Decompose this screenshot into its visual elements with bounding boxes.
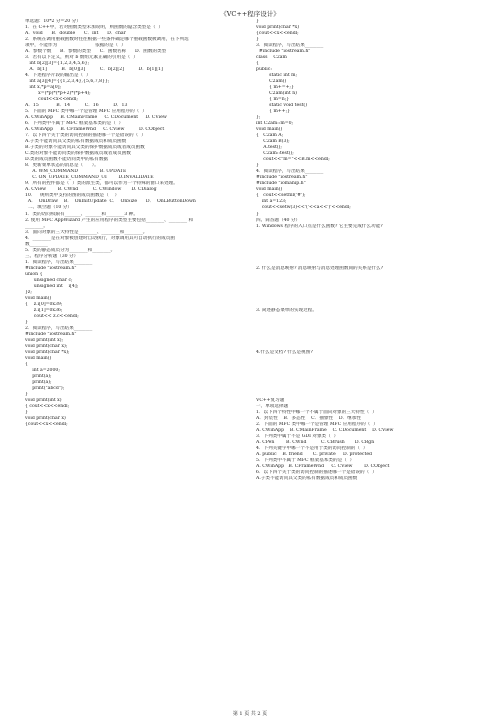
page-footer: 第 1 页 共 2 页 [232,711,268,717]
text-line: } [256,211,259,217]
page-title: 《VC++程序设计》 [220,10,280,18]
text-line: A. public B. friend C. private D. protected [256,452,372,458]
text-line: } [25,319,28,325]
text-line: { m=n;} [256,97,290,103]
text-line: A. CWinApp B. CFrameWnd C. CView D. CObject [256,464,390,470]
text-line: 4．阅读程序，写出结果________ [256,169,324,175]
text-line: A.子类不能访问其父类的私有数据成员和成员函数 [25,139,127,145]
text-line: 4．下列关键字中哪一个不是用于类的访问控制的（ ） [256,446,368,452]
text-line: 1．在 C++中，若对函数类型未加说明，则函数的隐含类型是（ ） [25,25,163,31]
text-line: union { [25,271,43,277]
text-line: 项中，不能作为 依据的是（ ） [25,43,126,49]
text-line: 1. Windows 程序的入口点是什么函数? 它主要完成什么功能? [256,223,383,229]
text-line: 一、单项选择题 [256,404,289,409]
text-line: ________。 [25,223,48,229]
right-column [256,19,481,482]
text-line: unsigned char c; [25,277,73,283]
text-line: 2．下面的 MFC 类中哪一个是管理 MFC 应用程序的（ ） [256,422,378,428]
text-line: void main() [25,355,52,361]
text-line: C2am::test(); [256,151,294,157]
text-line: unsigned int i[4]; [25,283,79,289]
text-line: D.类的成员函数不能访问类中的私有数据 [25,157,109,163]
text-line: 数________ [25,241,48,247]
text-line: 6．下列类中不属于 MFC 框架基本类的是（ ） [25,121,124,127]
text-line: A．b[1] B．b[0][3] C．b[2][2] D．b[1][1] [25,67,163,73]
text-line: 4．________是在对象被创建时自动执行，对象调用其可自动执行的成员函 [25,235,175,241]
text-line: C2am() [256,79,287,85]
text-line: 三、程序分析题（30 分） [25,253,79,259]
text-line: 8．更新菜单状态的消息是（ ）。 [25,163,99,169]
text-line: print(a); [25,379,52,385]
text-line: A. WM_COMMAND B. UPDATE [25,169,127,175]
text-line: 2. 使用 MFC AppWizard 产生的应用程序的类型主要包括________、________ 和 [25,217,194,223]
text-line: VC++复习题 [256,397,285,403]
text-line: 1．以下四个特性中哪一个不属于面向对象的三大特性（ ） [256,410,377,416]
text-line: C. ON_UPDATE_COMMAND_UI D.INVALIDATE [25,175,154,181]
text-line: C2am B(3); [256,139,290,145]
text-line: { cout<<x<<endl; [25,404,70,409]
text-line: z.i[1]=0x36; [25,307,63,313]
text-line: {cout<<x<<endl; [25,422,68,428]
text-line: 4．下述程序片段的输出是（ ） [25,73,91,79]
text-line: 四、简答题（40 分） [256,217,301,223]
text-line: 2．阅读程序，写出结果________ [25,325,93,331]
text-line: void print(int x) [25,397,62,403]
text-line: 二、填空题（10 分） [25,205,72,211]
text-line: void print(char *x); [25,349,70,355]
text-line: } [256,19,259,24]
text-line: B.子类的对象不能访问其父类的保护数据成员或者成员函数 [25,145,145,151]
text-line: { C2am A; [256,133,284,139]
text-line: int C2am::m=0; [256,121,294,127]
text-line: 1．类的访问权限有_______、_______和________3 种。 [25,211,138,217]
text-line: A．15 B．14 C．16 D．13 [25,103,128,109]
text-line: } [256,163,259,169]
text-line: int b[2][3]={1,2,3,4,5,6}; [25,61,90,67]
text-line: #include "iostream.h" [25,331,77,337]
text-line: 3．下列类中属于不是 GDI 对象类（ ） [256,434,339,440]
text-line: public: [256,67,272,73]
text-line: 10． 规则类中支持的图的成员函数是（ ） [25,193,120,199]
text-line: static int m; [256,73,298,79]
text-line: } [25,410,28,416]
text-line: static void test() [256,103,308,109]
text-line: A. CWinApp B. CMainFrame C. CDocument D. CView [256,428,394,434]
text-line: A. CView B. CWnd C. CWindow D. CDialog [25,187,157,193]
text-line: print(a); [25,373,52,379]
text-line: { [25,361,28,367]
text-line: C.类的对象不能访问类的保护数据成员或者成员函数 [25,151,131,157]
text-line: {cout<<x<<endl; [256,31,299,37]
text-line: void print(char x); [25,343,68,349]
text-line: 单选题：10*2 分=20 分） [25,19,81,24]
text-line: int x,*p=a[0]; [25,85,62,91]
text-line: 5．下面的 MFC 类中哪一个是管理 MFC 应用程序的（ ） [25,109,147,115]
text-line: #include "iomanip.h" [256,181,306,187]
text-line: 3．阅读程序，写出结果________ [256,43,324,49]
text-line: A． OnDraw B． OnInitUpdate C． OnSize D． OnLButtonDown [25,199,196,205]
text-line: A．参数个数 B．参数的类型 C．函数名称 D．函数的类型 [25,49,167,55]
text-line: { m++;} [256,109,291,115]
text-line: 1．阅读程序，写出结果________ [25,259,93,265]
text-line: A. CWinApp B. CMainFrame C. CDocument D. CView [25,115,167,121]
text-line: 3. 简述静态菜单的实现过程。 [256,307,317,313]
text-line: { m+=+;} [256,85,294,91]
text-line: void print(char *x) [256,25,300,31]
text-line: A. CPen B. CWnd C. CBrush D. CRgn [256,440,375,446]
text-line: 3．若有以下定义，则对 b 数组元素正确的引用是（ ） [25,55,138,61]
text-line: class C2am [256,55,287,61]
text-line: 5．类的静态成员分为________和________。 [25,247,116,253]
text-line: void print(char x) [25,416,66,422]
text-line: 9．所有的控件都是（ ）类的派生类，都可以作为一个特殊的窗口来处理。 [25,181,178,187]
text-line: A. CWinApp B. CFrameWnd C. CView D. CObject [25,127,165,133]
text-line: int a=2000; [25,367,60,373]
text-line: A.子类不能访问其父类的私有数据成员和成员函数 [256,476,358,482]
text-line: } [25,391,28,397]
text-line: x=(*p)*(*p+2)*(*p+4); [25,91,91,97]
text-line: A．封装性 B．多态性 C．抽象性 D．继承性 [256,416,361,422]
text-line: } [256,37,259,43]
text-line: int a=123; [256,199,287,205]
text-line: cout<<setw(3)<<'('<<a<<')'<<endl; [256,205,351,211]
text-line: 3．面向对象的三大特性是________、________和________。 [25,229,148,235]
text-line: C2am(int n) [256,91,297,97]
text-line: int a[3][4]={{1,2,3,4},{5,6,7,8}}; [25,79,110,85]
text-line: A.test(); [256,145,282,151]
text-line: #include "iostream.h" [256,49,311,55]
text-line: 6．以下四个关于类的访问控制的描述哪一个是错误的（ ） [256,470,377,476]
text-line: 7．以下四个关于类的访问控制的描述哪一个是错误的（ ） [25,133,146,139]
text-line: { cout<<setfill('#'); [256,193,306,199]
text-line: cout<<"m="<<B.m<<endl; [256,157,330,163]
text-line: A．void B．double C．int D．char [25,31,126,37]
text-line: }z; [25,289,32,295]
text-line: 4.什么是文档? 什么是视图? [256,349,313,355]
text-line: { z.i[0]=0x39; [25,301,63,307]
text-line: void print(int x); [25,337,64,343]
text-line: 2. 什么是消息映射? 消息映射与消息处理函数间的关系是什么? [256,265,384,271]
left-column [25,19,247,428]
text-line: cout<<x<<endl; [25,97,78,103]
text-line: print("abcd"); [25,385,65,391]
text-line: { [256,61,259,67]
text-line: cout<< z.c<<endl; [25,313,79,319]
text-line: #include "iostream.h" [256,175,308,181]
text-line: 5．下列类中不属于 MFC 框架基本类的是（ ） [256,458,355,464]
text-line: void main() [256,187,283,193]
text-line: }; [256,115,261,121]
text-line: #include "iostream.h" [25,265,77,271]
text-line: void main() [256,127,283,133]
text-line: 2．系统在调用重载函数时往往根据一些条件确定哪个重载函数被调用，在下列选 [25,37,189,43]
text-line: void main() [25,295,52,301]
